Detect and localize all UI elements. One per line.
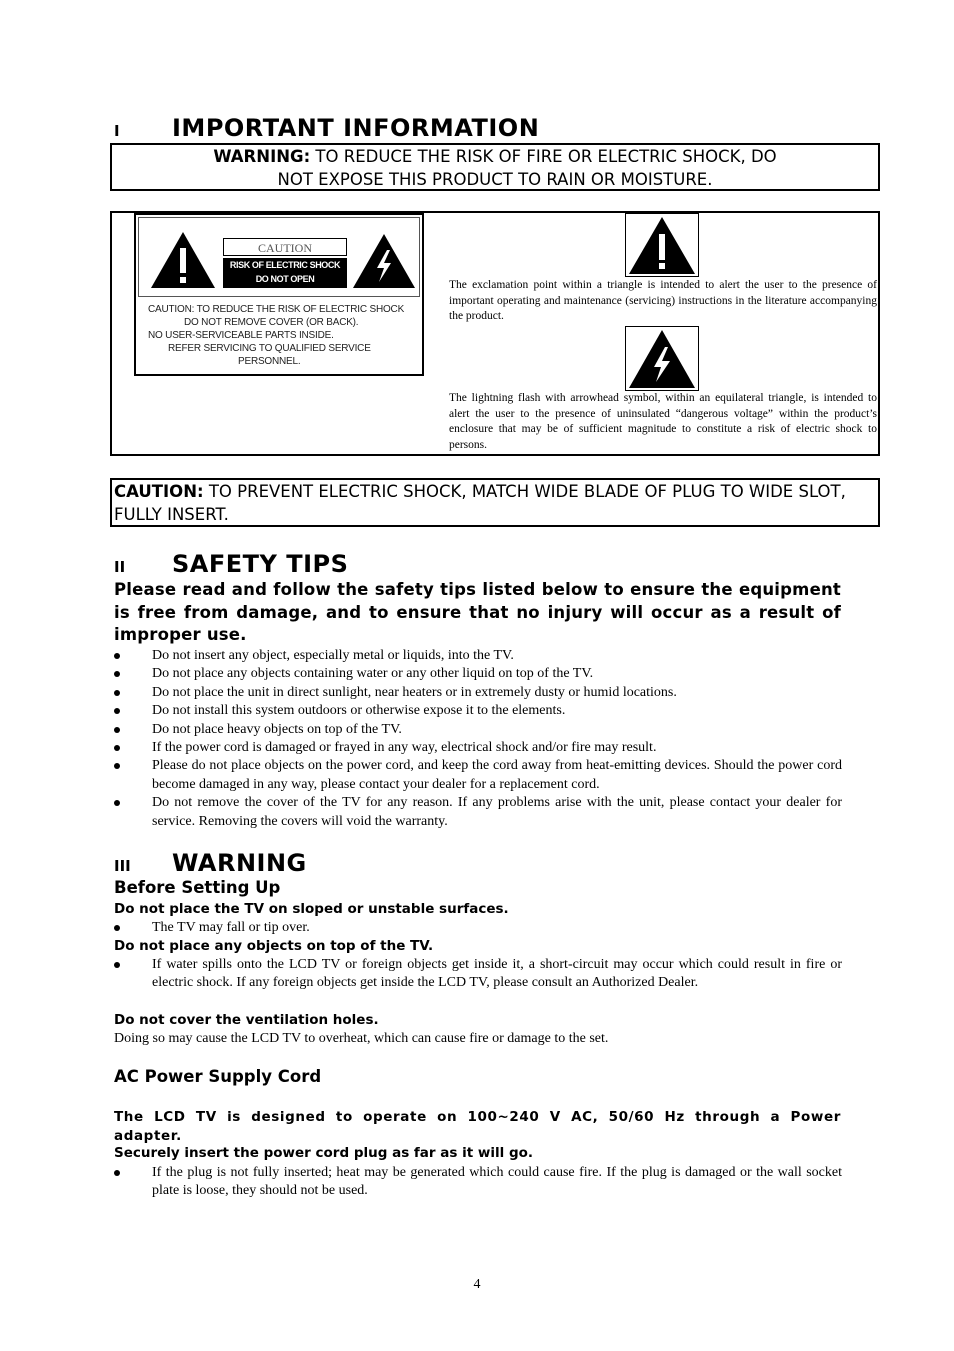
risk-line-1: RISK OF ELECTRIC SHOCK <box>229 260 341 270</box>
safety-tips-list <box>114 647 842 831</box>
bullet-icon <box>114 745 120 751</box>
lightning-description: The lightning flash with arrowhead symbol, within an equilateral triangle, is intended to alert the user to the presence of uninsulated “dangerous voltage” within the product’s enclosure that may be of sufficient magnitude to constitute a risk of electric shock to persons. <box>449 392 877 451</box>
caution-word: CAUTION <box>223 238 347 256</box>
section-1-title: IMPORTANT INFORMATION <box>172 114 540 142</box>
ac-operate-text: The LCD TV is designed to operate on 100~240 V AC, 50/60 Hz through a Power adapter. <box>114 1109 841 1144</box>
bullet-icon <box>114 708 120 714</box>
bullet-icon <box>114 1170 120 1176</box>
list-item: Do not remove the cover of the TV for any reason. If any problems arise with the unit, please contact your dealer for service. Removing the covers will void the warranty. <box>114 794 842 831</box>
caution-body: TO PREVENT ELECTRIC SHOCK, MATCH WIDE BLADE OF PLUG TO WIDE SLOT, FULLY INSERT. <box>114 482 846 524</box>
label-text-line-2: DO NOT REMOVE COVER (OR BACK). <box>184 317 359 328</box>
list-item: Please do not place objects on the power cord, and keep the cord away from heat-emitting devices. Should the power cord become damaged in any way, please contact your dealer for a replacement cord. <box>114 757 842 794</box>
caution-text <box>112 480 878 526</box>
lightning-symbol-box <box>625 326 699 391</box>
label-text-line-1: CAUTION: TO REDUCE THE RISK OF ELECTRIC SHOCK <box>148 304 405 315</box>
bullet-icon <box>114 727 120 733</box>
list-item: Do not place the unit in direct sunlight, near heaters or in extremely dusty or humid locations. <box>114 684 842 702</box>
caution-label-top <box>138 217 420 297</box>
list-item: If the power cord is damaged or frayed in any way, electrical shock and/or fire may result. <box>114 739 842 757</box>
exclamation-symbol-box <box>625 213 699 277</box>
lightning-triangle-icon <box>351 232 417 290</box>
exclamation-triangle-icon <box>149 230 217 290</box>
ac-power-heading: AC Power Supply Cord <box>114 1067 322 1086</box>
caution-label-text <box>140 303 418 368</box>
label-text-line-5: PERSONNEL. <box>238 356 301 367</box>
before-setting-up-heading: Before Setting Up <box>114 878 281 897</box>
label-text-line-3: NO USER-SERVICEABLE PARTS INSIDE. <box>148 330 334 341</box>
plug-heading: Securely insert the power cord plug as far as it will go. <box>114 1145 534 1161</box>
caution-label-image <box>134 213 424 376</box>
warning-line-2: NOT EXPOSE THIS PRODUCT TO RAIN OR MOISTURE. <box>277 170 713 189</box>
label-text-line-4: REFER SERVICING TO QUALIFIED SERVICE <box>168 343 371 354</box>
caution-box <box>110 478 880 527</box>
list-item: Do not place any objects containing water or any other liquid on top of the TV. <box>114 665 842 683</box>
warning-line-1: TO REDUCE THE RISK OF FIRE OR ELECTRIC SHOCK, DO <box>310 147 777 166</box>
bullet-icon <box>114 763 120 769</box>
bullet-icon <box>114 800 120 806</box>
ventilation-heading: Do not cover the ventilation holes. <box>114 1012 379 1028</box>
list-item: The TV may fall or tip over. <box>114 919 842 937</box>
ventilation-text: Doing so may cause the LCD TV to overheat, which can cause fire or damage to the set. <box>114 1031 609 1046</box>
bullet-icon <box>114 653 120 659</box>
lightning-symbol-icon <box>626 327 698 390</box>
risk-of-shock-banner <box>223 258 347 288</box>
list-item: Do not place heavy objects on top of the TV. <box>114 721 842 739</box>
caution-label: CAUTION: <box>114 482 204 501</box>
bullet-icon <box>114 962 120 968</box>
page-number: 4 <box>473 1277 481 1292</box>
list-item: Do not install this system outdoors or otherwise expose it to the elements. <box>114 702 842 720</box>
section-3-number: III <box>114 857 131 875</box>
plug-bullets <box>114 1164 842 1201</box>
section-2-title: SAFETY TIPS <box>172 550 349 578</box>
list-item: If the plug is not fully inserted; heat may be generated which could cause fire. If the plug is damaged or the wall socket plate is loose, they should not be used. <box>114 1164 842 1201</box>
warning-text <box>112 145 878 191</box>
section-3-title: WARNING <box>172 849 307 877</box>
section-1-number: I <box>114 122 120 140</box>
warning-box <box>110 143 880 191</box>
bullet-icon <box>114 925 120 931</box>
exclamation-description: The exclamation point within a triangle is intended to alert the user to the presence of important operating and maintenance (servicing) instructions in the literature accompanying the product. <box>449 279 877 323</box>
sloped-surface-heading: Do not place the TV on sloped or unstable surfaces. <box>114 901 509 917</box>
objects-bullets <box>114 956 842 993</box>
exclamation-symbol-icon <box>626 214 698 276</box>
sloped-bullets <box>114 919 842 937</box>
warning-label: WARNING: <box>213 147 311 166</box>
list-item: If water spills onto the LCD TV or foreign objects get inside it, a short-circuit may occur which could result in fire or electric shock. If any foreign objects get inside the LCD TV, please consult an Authorized Dealer. <box>114 956 842 993</box>
bullet-icon <box>114 671 120 677</box>
safety-intro: Please read and follow the safety tips listed below to ensure the equipment is free from damage, and to ensure that no injury will occur as a result of improper use. <box>114 580 841 644</box>
section-2-number: II <box>114 558 126 576</box>
list-item: Do not insert any object, especially metal or liquids, into the TV. <box>114 647 842 665</box>
risk-line-2: DO NOT OPEN <box>255 274 315 284</box>
bullet-icon <box>114 690 120 696</box>
objects-heading: Do not place any objects on top of the TV. <box>114 938 434 954</box>
